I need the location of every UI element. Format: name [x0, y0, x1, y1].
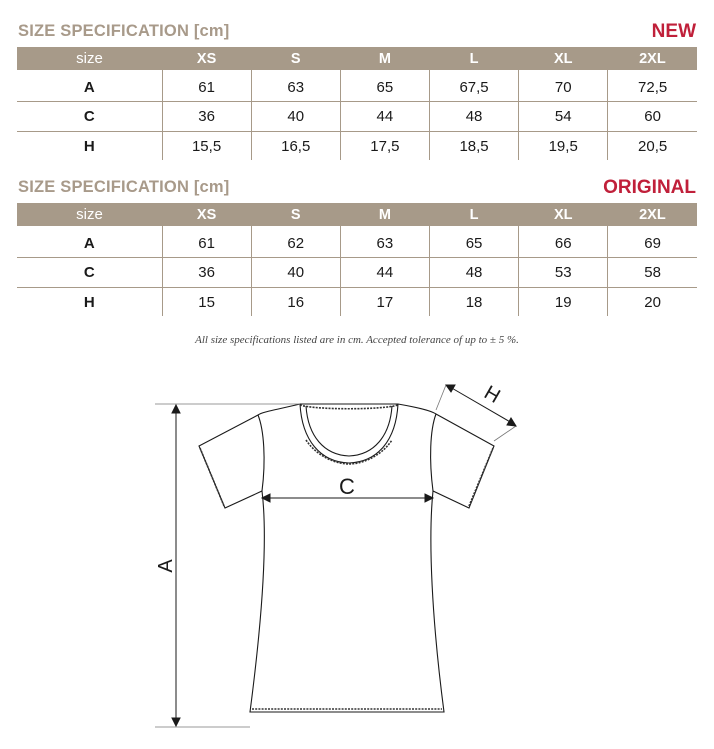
table-cell: 61 [162, 70, 251, 102]
measure-h [436, 385, 516, 441]
table-cell: 61 [162, 226, 251, 258]
table-cell: 66 [519, 226, 608, 258]
label-c: C [339, 474, 355, 499]
tshirt-outline [199, 404, 494, 712]
table-cell: 44 [340, 102, 429, 132]
stitch-hems [200, 405, 493, 709]
table-cell: 19 [519, 288, 608, 317]
table-row [17, 102, 697, 132]
label-h: H [480, 381, 504, 408]
table-cell: 15,5 [162, 132, 251, 161]
section-title-new: SIZE SPECIFICATION [cm] [18, 22, 230, 40]
table-cell: 17,5 [340, 132, 429, 161]
header-cell: M [340, 203, 429, 226]
table-cell: 48 [429, 102, 518, 132]
table-cell: 63 [340, 226, 429, 258]
table-cell: 58 [608, 258, 697, 288]
table-row [17, 288, 697, 317]
section-title-original: SIZE SPECIFICATION [cm] [18, 178, 230, 196]
table-cell: 18 [429, 288, 518, 317]
row-label: A [83, 79, 95, 96]
size-table-original [17, 203, 697, 316]
header-cell: S [251, 203, 340, 226]
header-cell: L [429, 203, 518, 226]
header-cell: 2XL [608, 47, 697, 70]
header-cell: L [429, 47, 518, 70]
header-cell: M [340, 47, 429, 70]
table-row [17, 258, 697, 288]
badge-original: ORIGINAL [603, 177, 696, 198]
table-cell: 54 [519, 102, 608, 132]
header-cell: XS [162, 203, 251, 226]
row-label: C [17, 258, 162, 288]
header-cell: size [17, 47, 162, 70]
table-cell: 65 [340, 70, 429, 102]
row-label: C [17, 102, 162, 132]
label-a: A [155, 559, 177, 573]
header-cell: 2XL [608, 203, 697, 226]
row-label: H [17, 288, 162, 317]
table-cell: 16 [251, 288, 340, 317]
table-cell: 40 [251, 102, 340, 132]
table-row [17, 70, 697, 102]
table-cell: 44 [340, 258, 429, 288]
table-cell: 20 [608, 288, 697, 317]
table-cell: 69 [608, 226, 697, 258]
table-cell: 53 [519, 258, 608, 288]
table-header-row [17, 203, 697, 226]
header-cell: XL [519, 47, 608, 70]
table-cell: 63 [251, 70, 340, 102]
table-cell: 67,5 [429, 70, 518, 102]
header-cell: XS [162, 47, 251, 70]
badge-new: NEW [651, 21, 696, 42]
header-cell: size [17, 203, 162, 226]
row-label: A [83, 235, 95, 252]
table-cell: 65 [429, 226, 518, 258]
table-cell: 19,5 [519, 132, 608, 161]
tolerance-note: All size specifications listed are in cm. Accepted tolerance of up to ± 5 %. [195, 334, 519, 346]
tshirt-diagram [0, 360, 714, 749]
header-cell: XL [519, 203, 608, 226]
table-cell: 15 [162, 288, 251, 317]
size-table-new [17, 47, 697, 160]
table-cell: 62 [251, 226, 340, 258]
table-header-row [17, 47, 697, 70]
table-cell: 16,5 [251, 132, 340, 161]
table-cell: 70 [519, 70, 608, 102]
table-cell: 17 [340, 288, 429, 317]
table-cell: 40 [251, 258, 340, 288]
table-cell: 36 [162, 102, 251, 132]
table-cell: 20,5 [608, 132, 697, 161]
table-cell: 60 [608, 102, 697, 132]
table-row [17, 226, 697, 258]
table-cell: 72,5 [608, 70, 697, 102]
row-label: H [17, 132, 162, 161]
header-cell: S [251, 47, 340, 70]
table-row [17, 132, 697, 161]
table-cell: 36 [162, 258, 251, 288]
table-cell: 18,5 [429, 132, 518, 161]
table-cell: 48 [429, 258, 518, 288]
